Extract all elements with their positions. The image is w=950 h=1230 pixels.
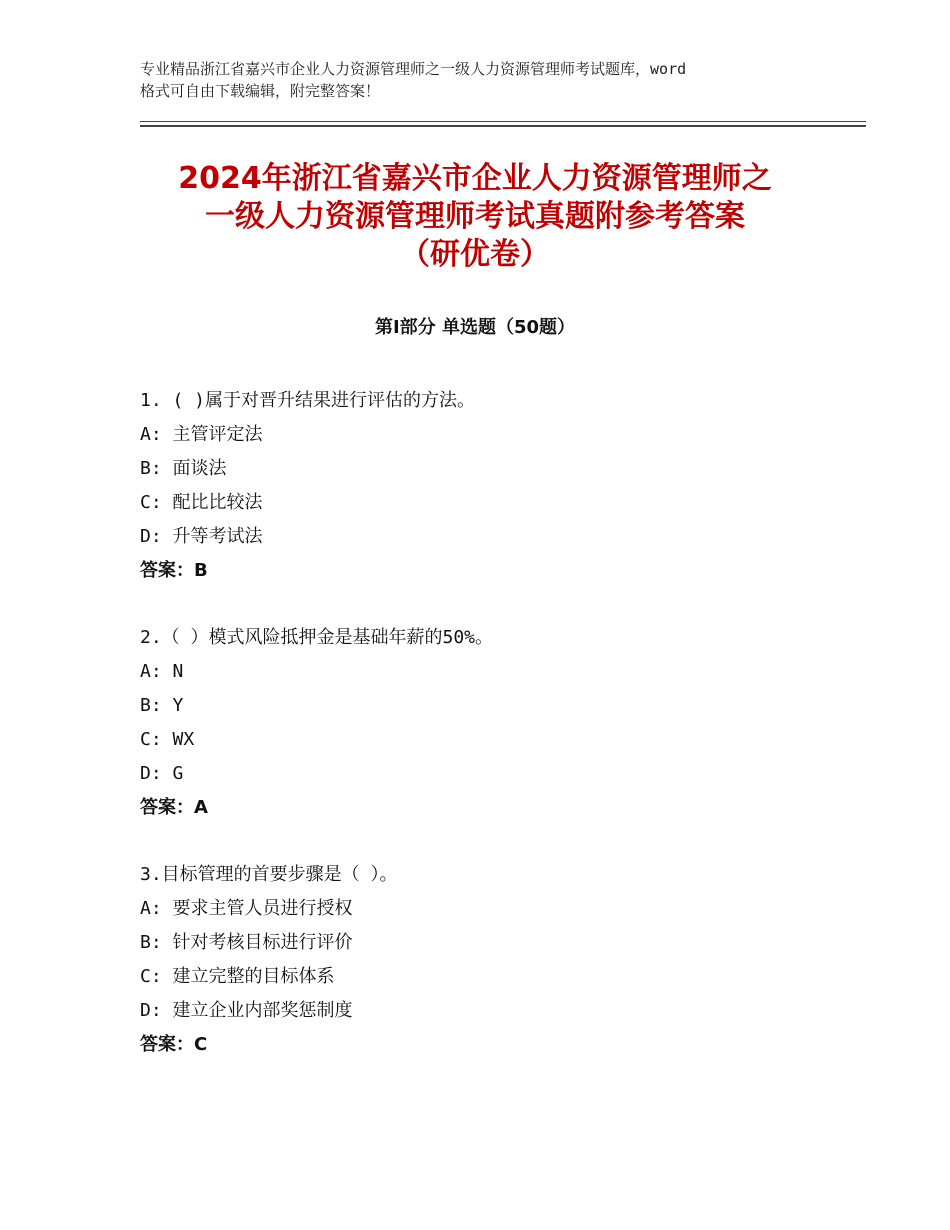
option-c: C: WX — [140, 729, 195, 750]
header-note-line-2: 格式可自由下载编辑，附完整答案！ — [140, 82, 381, 100]
option-d: D: 升等考试法 — [140, 526, 263, 547]
question-stem: 3.目标管理的首要步骤是（ ）。 — [140, 864, 398, 885]
option-a: A: 要求主管人员进行授权 — [140, 898, 353, 919]
option-d: D: G — [140, 763, 184, 784]
question-1 — [140, 384, 860, 588]
section-heading: 第Ⅰ部分 单选题（50题） — [374, 317, 575, 338]
answer: 答案：C — [140, 1034, 208, 1055]
option-b: B: 针对考核目标进行评价 — [140, 932, 353, 953]
header-note — [140, 58, 840, 102]
question-stem: 1. ( )属于对晋升结果进行评估的方法。 — [140, 390, 476, 411]
header-divider-thin — [140, 121, 866, 122]
answer: 答案：A — [140, 797, 208, 818]
question-stem: 2.（ ）模式风险抵押金是基础年薪的50%。 — [140, 627, 494, 648]
option-a: A: N — [140, 661, 184, 682]
title-line-1: 2024年浙江省嘉兴市企业人力资源管理师之 — [178, 161, 772, 196]
option-c: C: 配比比较法 — [140, 492, 263, 513]
title-line-3: （研优卷） — [400, 237, 550, 272]
question-2 — [140, 621, 860, 825]
question-3 — [140, 858, 860, 1062]
answer: 答案：B — [140, 560, 208, 581]
option-c: C: 建立完整的目标体系 — [140, 966, 335, 987]
option-d: D: 建立企业内部奖惩制度 — [140, 1000, 353, 1021]
document-title — [120, 160, 830, 274]
option-a: A: 主管评定法 — [140, 424, 263, 445]
question-list — [140, 384, 860, 1095]
header-note-line-1: 专业精品浙江省嘉兴市企业人力资源管理师之一级人力资源管理师考试题库，word — [140, 60, 687, 78]
header-divider-thick — [140, 125, 866, 127]
option-b: B: Y — [140, 695, 184, 716]
option-b: B: 面谈法 — [140, 458, 227, 479]
title-line-2: 一级人力资源管理师考试真题附参考答案 — [205, 199, 745, 234]
